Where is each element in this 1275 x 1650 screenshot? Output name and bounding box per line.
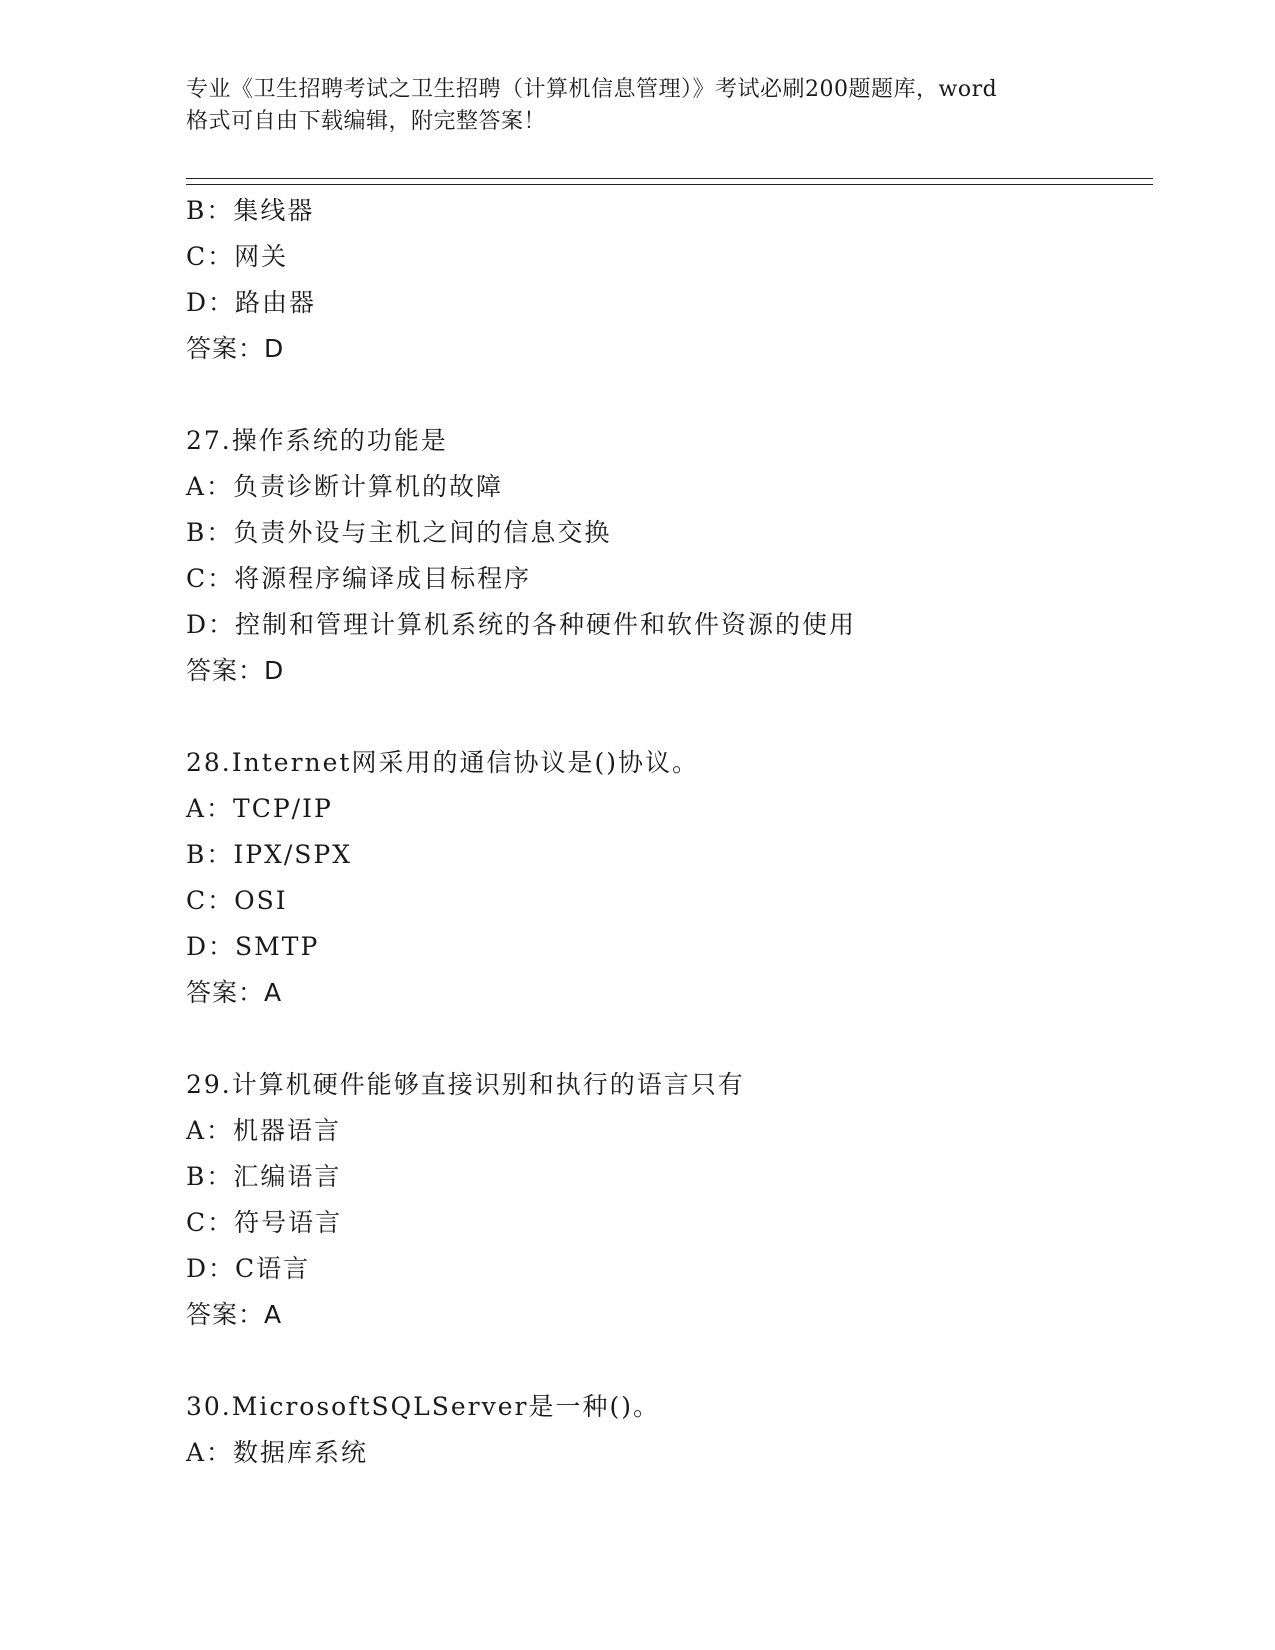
question-stem: 30.MicrosoftSQLServer是一种()。 [186,1392,661,1421]
question-stem: 29.计算机硬件能够直接识别和执行的语言只有 [186,1070,745,1099]
header-divider-top [186,178,1153,179]
header-line-1: 专业《卫生招聘考试之卫生招聘（计算机信息管理）》考试必刷200题题库，word [186,77,998,102]
option-c: C：OSI [186,886,288,915]
option-d: D：路由器 [186,288,317,317]
option-b: B：IPX/SPX [186,840,353,869]
option-b: B：集线器 [186,196,315,225]
option-d: D：SMTP [186,932,320,961]
question-stem: 28.Internet网采用的通信协议是()协议。 [186,748,699,777]
answer-line: 答案：D [186,334,285,363]
document-header [186,74,1086,138]
question-28 [186,740,1146,1016]
option-b: B：负责外设与主机之间的信息交换 [186,518,612,547]
question-29 [186,1062,1146,1338]
option-d: D：C语言 [186,1254,311,1283]
header-divider-bottom [186,184,1153,185]
question-26-continued [186,188,1146,372]
option-a: A：数据库系统 [186,1438,369,1467]
option-c: C：符号语言 [186,1208,343,1237]
question-stem: 27.操作系统的功能是 [186,426,448,455]
answer-line: 答案：D [186,656,285,685]
question-30 [186,1384,1146,1476]
answer-line: 答案：A [186,978,283,1007]
answer-line: 答案：A [186,1300,283,1329]
question-list [186,188,1146,1476]
option-a: A：TCP/IP [186,794,333,823]
option-d: D：控制和管理计算机系统的各种硬件和软件资源的使用 [186,610,857,639]
option-b: B：汇编语言 [186,1162,342,1191]
option-c: C：网关 [186,242,289,271]
option-c: C：将源程序编译成目标程序 [186,564,532,593]
question-27 [186,418,1146,694]
header-line-2: 格式可自由下载编辑，附完整答案！ [186,109,547,134]
option-a: A：负责诊断计算机的故障 [186,472,504,501]
option-a: A：机器语言 [186,1116,342,1145]
